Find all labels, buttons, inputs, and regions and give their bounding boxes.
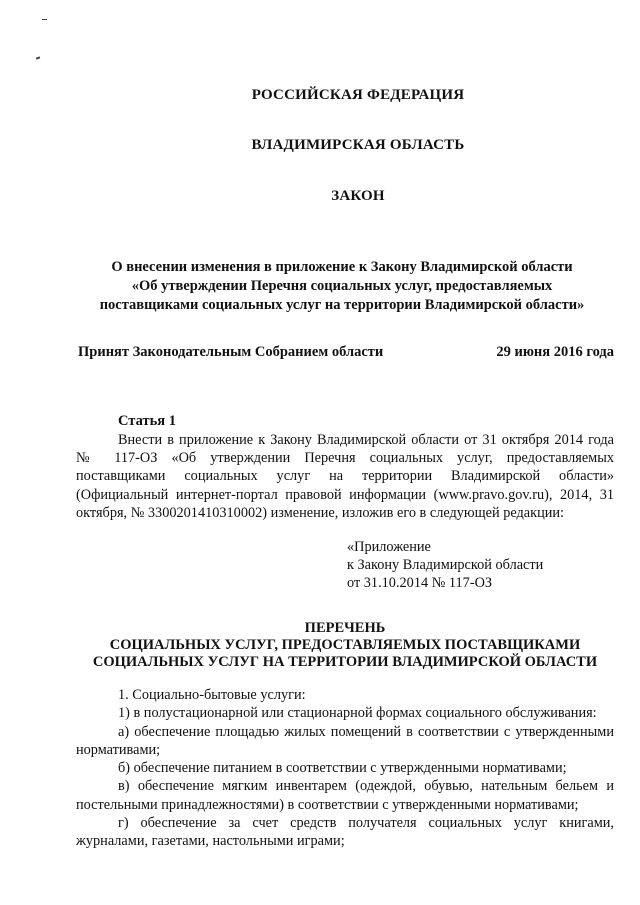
list-item: в) обеспечение мягким инвентарем (одеждой, обувью, нательным бельем и постельными принадлежностями) в соответствии с утвержденными нормативами; [76, 778, 614, 813]
list-title-line: ПЕРЕЧЕНЬ [304, 620, 386, 636]
list-item: 1. Социально-бытовые услуги: [118, 687, 306, 703]
appendix-line: от 31.10.2014 № 117-ОЗ [347, 575, 493, 592]
appendix-reference [347, 538, 543, 593]
list-item: г) обеспечение за счет средств получателя социальных услуг книгами, журналами, газетами, настольными играми; [76, 815, 614, 850]
scan-mark [42, 19, 47, 20]
header-doc-type: ЗАКОН [331, 188, 385, 204]
services-list [76, 686, 614, 851]
list-title-line: СОЦИАЛЬНЫХ УСЛУГ НА ТЕРРИТОРИИ ВЛАДИМИРСКОЙ ОБЛАСТИ [92, 654, 598, 670]
list-item: 1) в полустационарной или стационарной формах социального обслуживания: [118, 705, 597, 722]
header-country: РОССИЙСКАЯ ФЕДЕРАЦИЯ [251, 87, 465, 103]
scan-mark [36, 56, 40, 59]
law-title [64, 258, 620, 315]
appendix-line: к Закону Владимирской области [347, 557, 544, 574]
list-title [76, 620, 614, 671]
law-title-line: О внесении изменения в приложение к Закону Владимирской области [111, 259, 573, 275]
list-item: а) обеспечение площадью жилых помещений в соответствии с утвержденными нормативами; [76, 723, 614, 758]
article-text: Внести в приложение к Закону Владимирской области от 31 октября 2014 года № 117-ОЗ «Об утверждении Перечня социальных услуг, предоставляемых поставщиками социальных услуг на территории Владимирской области» (Официальный интернет-портал правовой информации (www.pravo.gov.ru), 2014, 31 октября, № 3300201410310002) изменение, изложив его в следующей редакции: [76, 432, 614, 521]
list-item: б) обеспечение питанием в соответствии с утвержденными нормативами; [118, 760, 567, 777]
adoption-date: 29 июня 2016 года [496, 344, 614, 360]
article-heading: Статья 1 [118, 413, 176, 429]
law-title-line: «Об утверждении Перечня социальных услуг, предоставляемых [131, 278, 553, 294]
appendix-line: «Приложение [347, 539, 431, 555]
adoption-text: Принят Законодательным Собранием области [78, 344, 384, 360]
list-title-line: СОЦИАЛЬНЫХ УСЛУГ, ПРЕДОСТАВЛЯЕМЫХ ПОСТАВЩИКАМИ [109, 637, 581, 653]
header-region: ВЛАДИМИРСКАЯ ОБЛАСТЬ [251, 137, 465, 153]
law-title-line: поставщиками социальных услуг на территории Владимирской области» [99, 297, 585, 313]
